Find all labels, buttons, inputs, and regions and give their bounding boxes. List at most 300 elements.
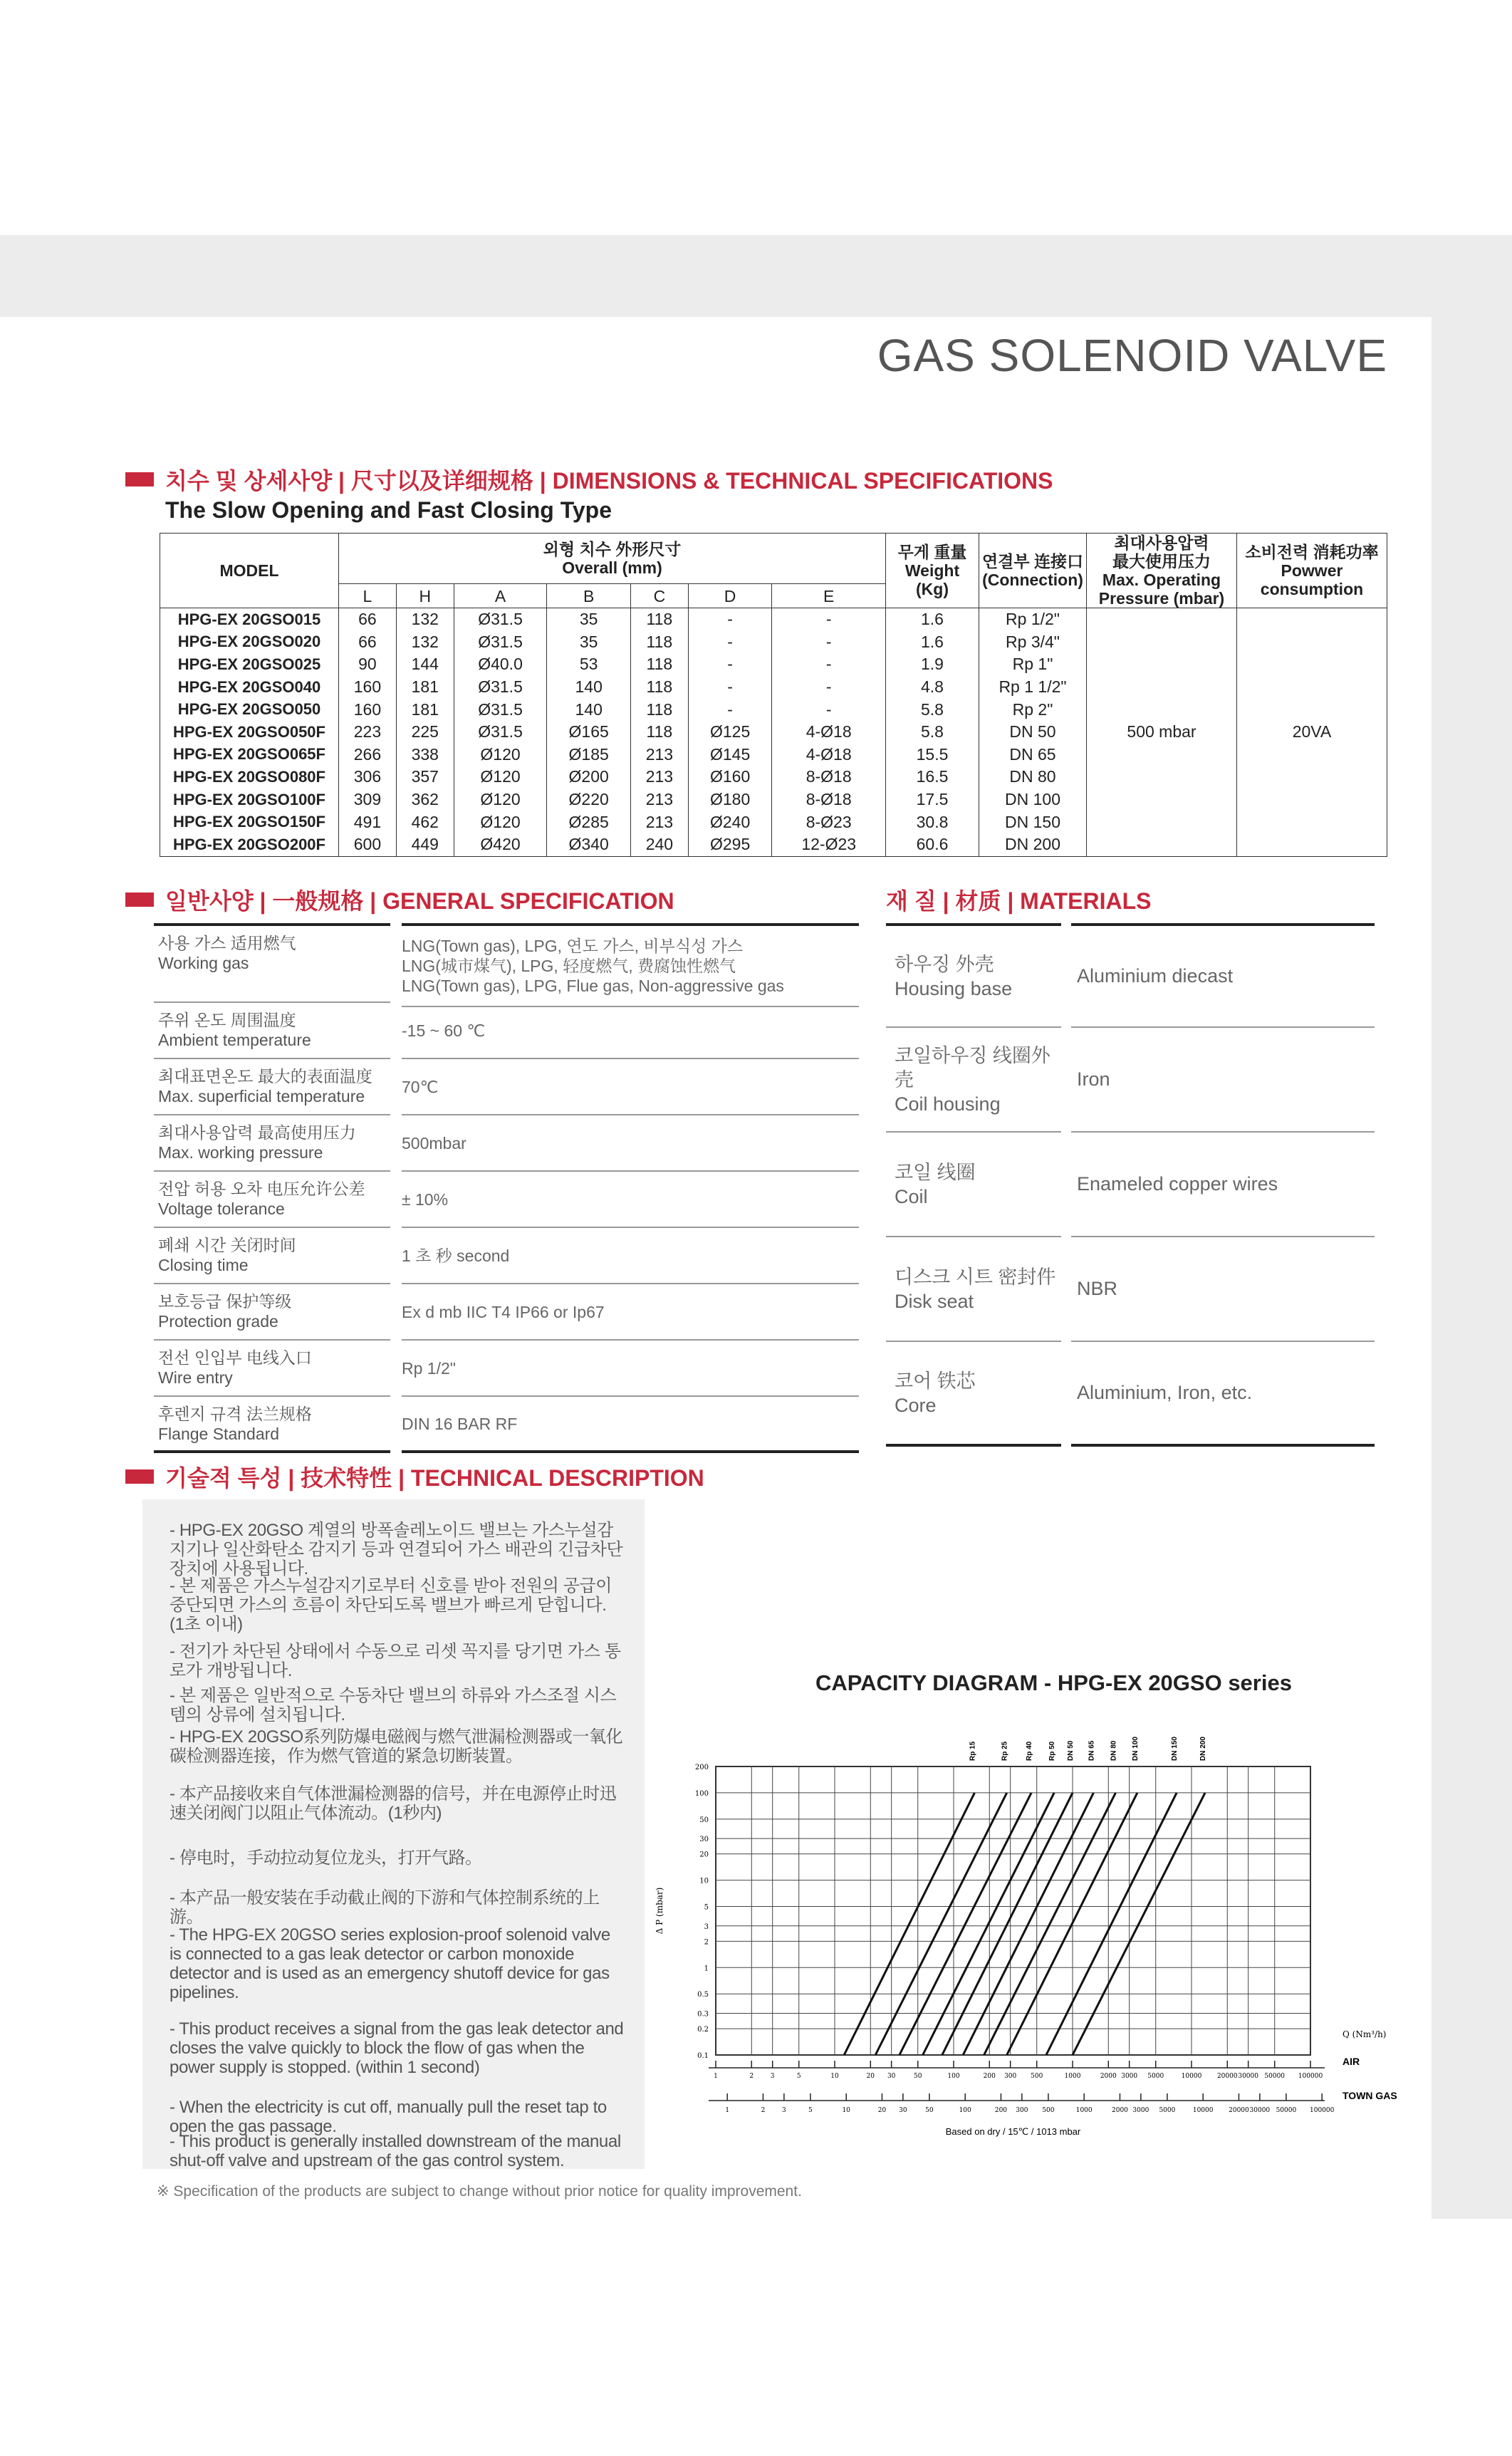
dim-cell-H: 144 (396, 653, 454, 676)
town-tick-label: 30 (899, 2107, 907, 2114)
value-line: LNG(Town gas), LPG, Flue gas, Non-aggressive gas (402, 977, 784, 995)
series-label: DN 65 (1088, 1740, 1096, 1761)
section-technical-text: 기술적 특성 | 技术特性 | TECHNICAL DESCRIPTION (165, 1465, 704, 1491)
label-en: Disk seat (895, 1290, 974, 1312)
weight-cell: 17.5 (886, 789, 979, 811)
section-general-text: 일반사양 | 一般规格 | GENERAL SPECIFICATION (165, 888, 674, 914)
air-tick-label: 3000 (1121, 2073, 1138, 2080)
weight-cell: 4.8 (886, 676, 979, 699)
dim-cell-D: Ø160 (688, 766, 772, 789)
dim-cell-A: Ø31.5 (454, 631, 547, 654)
material-label (886, 923, 1061, 1028)
dim-cell-C: 213 (630, 789, 688, 811)
label-ko: 최대표면온도 最大的表面温度 (158, 1067, 372, 1086)
weight-header-line: Weight (904, 561, 960, 580)
dim-cell-B: 140 (547, 698, 631, 721)
label-en: Core (895, 1394, 937, 1416)
label-ko: 코어 铁芯 (895, 1370, 976, 1392)
dim-cell-A: Ø120 (454, 744, 547, 766)
label-en: Max. superficial temperature (158, 1087, 365, 1105)
connection-header (979, 534, 1087, 608)
general-spec-label (154, 1397, 390, 1453)
town-tick-label: 2000 (1112, 2107, 1128, 2114)
x-axis-label: Q (Nm³/h) (1342, 2029, 1387, 2039)
town-tick-label: 10 (842, 2107, 850, 2114)
type-subtitle: The Slow Opening and Fast Closing Type (165, 497, 612, 523)
dim-cell-L: 66 (339, 608, 397, 631)
dim-cell-D: Ø145 (688, 744, 772, 766)
series-line (984, 1793, 1116, 2055)
dim-cell-H: 362 (396, 789, 454, 811)
label-en: Housing base (895, 977, 1013, 999)
general-spec-row (154, 1228, 859, 1284)
y-axis-label: Δ P (mbar) (655, 1887, 664, 1935)
y-tick-label: 0.2 (697, 2026, 709, 2034)
series-line (1046, 1793, 1177, 2055)
material-label (886, 1342, 1061, 1447)
model-cell: HPG-EX 20GSO050F (160, 721, 339, 744)
label-en: Wire entry (158, 1368, 233, 1387)
label-en: Flange Standard (158, 1425, 280, 1443)
dim-cell-D: Ø295 (688, 833, 772, 856)
value-line: 500mbar (402, 1133, 466, 1152)
dim-cell-H: 357 (396, 766, 454, 789)
series-line (1007, 1793, 1137, 2055)
general-spec-value (402, 1397, 859, 1453)
connection-cell: DN 150 (979, 811, 1087, 833)
dim-col-A: A (454, 584, 547, 608)
series-line (963, 1793, 1093, 2055)
y-tick-label: 200 (694, 1764, 709, 1771)
dim-cell-B: 35 (547, 608, 631, 631)
air-tick-label: 5 (796, 2073, 801, 2080)
y-tick-label: 0.3 (697, 2010, 709, 2019)
series-label: DN 80 (1110, 1740, 1118, 1761)
y-tick-label: 5 (704, 1903, 709, 1912)
technical-paragraph: - 本产品一般安装在手动截止阀的下游和气体控制系统的上游。 (170, 1888, 600, 1927)
table-row (160, 608, 1387, 631)
section-marker (125, 472, 154, 486)
town-tick-label: 50 (925, 2107, 934, 2114)
dim-cell-B: Ø285 (547, 811, 631, 833)
series-line (923, 1793, 1054, 2055)
dim-cell-A: Ø120 (454, 811, 547, 833)
label-ko: 후렌지 규격 法兰规格 (158, 1405, 312, 1423)
material-value: Aluminium diecast (1071, 923, 1375, 1028)
dim-cell-B: Ø200 (547, 766, 631, 789)
dim-cell-L: 600 (339, 833, 397, 856)
general-spec-row (154, 1003, 859, 1059)
technical-paragraph: - When the electricity is cut off, manually pull the reset tap to open the gas passage. (170, 2098, 607, 2136)
town-tick-label: 3000 (1132, 2107, 1149, 2114)
general-spec-label (154, 1341, 390, 1397)
town-tick-label: 200 (994, 2107, 1008, 2114)
material-row (886, 1342, 1375, 1447)
technical-paragraph: - 停电时，手动拉动复位龙头，打开气路。 (170, 1848, 482, 1868)
pressure-header-line: 最大使用压力 (1112, 552, 1211, 571)
technical-paragraph: - 전기가 차단된 상태에서 수동으로 리셋 꼭지를 당기면 가스 통로가 개방됩니다. (170, 1642, 621, 1680)
air-tick-label: 100000 (1298, 2073, 1323, 2080)
air-tick-label: 500 (1031, 2073, 1043, 2080)
series-line (942, 1793, 1073, 2055)
value-line: ± 10% (402, 1190, 449, 1209)
general-spec-label (154, 923, 390, 1003)
technical-paragraph: - This product is generally installed downstream of the manual shut-off valve and upstream of the gas control system. (170, 2132, 621, 2170)
air-tick-label: 20000 (1216, 2073, 1238, 2080)
dim-cell-D: - (688, 631, 772, 654)
town-tick-label: 30000 (1249, 2107, 1271, 2114)
dim-col-H: H (396, 584, 454, 608)
dim-cell-H: 181 (396, 676, 454, 699)
model-cell: HPG-EX 20GSO040 (160, 676, 339, 699)
air-tick-label: 100 (947, 2073, 960, 2080)
label-en: Max. working pressure (158, 1143, 323, 1162)
air-tick-label: 300 (1004, 2073, 1017, 2080)
dim-cell-H: 132 (396, 631, 454, 654)
technical-paragraph: - 본 제품은 일반적으로 수동차단 밸브의 하류와 가스조절 시스템의 상류에 설치됩니다. (170, 1686, 617, 1724)
dim-cell-A: Ø120 (454, 766, 547, 789)
label-ko: 하우징 外壳 (895, 953, 994, 975)
weight-cell: 5.8 (886, 721, 979, 744)
pressure-header-line: Pressure (mbar) (1098, 589, 1225, 608)
dim-cell-E: - (772, 676, 886, 699)
dim-cell-A: Ø40.0 (454, 653, 547, 676)
town-scale-label: TOWN GAS (1342, 2090, 1397, 2101)
value-line: LNG(城市煤气), LPG, 轻度燃气, 费腐蚀性燃气 (402, 957, 736, 975)
material-value: Aluminium, Iron, etc. (1071, 1342, 1375, 1447)
dim-cell-D: - (688, 698, 772, 721)
series-line (875, 1793, 1006, 2055)
air-tick-label: 2000 (1100, 2073, 1117, 2080)
material-label (886, 1237, 1061, 1342)
dim-cell-L: 491 (339, 811, 397, 833)
dim-cell-E: 4-Ø18 (772, 744, 886, 766)
value-line: DIN 16 BAR RF (402, 1414, 518, 1433)
technical-paragraph: - This product receives a signal from the gas leak detector and closes the valve quickly to block the flow of gas when the power supply is stopped. (within 1 second) (170, 2019, 624, 2077)
weight-header-line: (Kg) (916, 580, 949, 598)
dim-cell-B: Ø220 (547, 789, 631, 811)
dim-cell-L: 223 (339, 721, 397, 744)
label-ko: 보호등급 保护等级 (158, 1292, 292, 1311)
dim-cell-B: 35 (547, 631, 631, 654)
town-tick-label: 2 (761, 2107, 766, 2114)
material-row (886, 1237, 1375, 1342)
town-tick-label: 1000 (1075, 2107, 1093, 2114)
label-ko: 전압 허용 오차 电压允许公差 (158, 1180, 365, 1198)
connection-cell: DN 200 (979, 833, 1087, 856)
dim-cell-C: 213 (630, 766, 688, 789)
town-tick-label: 100 (959, 2107, 971, 2114)
series-label: DN 100 (1131, 1737, 1140, 1761)
power-header-line: Powwer (1281, 561, 1343, 580)
label-en: Protection grade (158, 1312, 278, 1331)
dim-cell-E: - (772, 631, 886, 654)
weight-cell: 60.6 (886, 833, 979, 856)
page-title: GAS SOLENOID VALVE (877, 330, 1387, 381)
y-tick-label: 100 (694, 1789, 709, 1798)
y-tick-label: 3 (704, 1922, 709, 1931)
general-spec-value (402, 1059, 859, 1115)
label-ko: 코일 线圈 (895, 1161, 976, 1183)
material-row (886, 1028, 1375, 1133)
technical-paragraph: - 본 제품은 가스누설감지기로부터 신호를 받아 전원의 공급이 중단되면 가스의 흐름이 차단되도록 밸브가 빠르게 닫힙니다. (1초 이내) (170, 1576, 612, 1634)
value-line: LNG(Town gas), LPG, 연도 가스, 비부식성 가스 (402, 937, 744, 955)
label-en: Coil (895, 1185, 928, 1207)
dim-cell-E: 8-Ø18 (772, 766, 886, 789)
model-cell: HPG-EX 20GSO100F (160, 789, 339, 811)
material-row (886, 923, 1375, 1028)
general-spec-value (402, 1115, 859, 1172)
dim-cell-E: 12-Ø23 (772, 833, 886, 856)
series-label: Rp 25 (1001, 1741, 1009, 1761)
general-spec-label (154, 1284, 390, 1341)
model-cell: HPG-EX 20GSO150F (160, 811, 339, 833)
connection-cell: DN 100 (979, 789, 1087, 811)
label-ko: 코일하우징 线圈外壳 (895, 1044, 1050, 1091)
model-cell: HPG-EX 20GSO065F (160, 744, 339, 766)
capacity-diagram (641, 1710, 1439, 2165)
dim-col-C: C (630, 584, 688, 608)
label-en: Working gas (158, 954, 249, 972)
dim-cell-L: 90 (339, 653, 397, 676)
air-tick-label: 1 (714, 2073, 718, 2080)
y-tick-label: 10 (699, 1877, 709, 1885)
town-tick-label: 5 (808, 2107, 813, 2114)
section-dimensions-text: 치수 및 상세사양 | 尺寸以及详细规格 | DIMENSIONS & TECHNICAL SPECIFICATIONS (165, 468, 1053, 494)
label-ko: 최대사용압력 最高使用压力 (158, 1123, 356, 1142)
series-label: DN 150 (1171, 1737, 1179, 1761)
dim-cell-E: - (772, 608, 886, 631)
dim-cell-L: 266 (339, 744, 397, 766)
y-tick-label: 0.1 (697, 2052, 709, 2060)
general-spec-value (402, 1003, 859, 1059)
dim-cell-L: 306 (339, 766, 397, 789)
dim-cell-L: 66 (339, 631, 397, 654)
dim-cell-A: Ø31.5 (454, 608, 547, 631)
dim-cell-A: Ø31.5 (454, 721, 547, 744)
town-tick-label: 1 (725, 2107, 730, 2114)
dim-cell-B: 53 (547, 653, 631, 676)
section-marker (125, 1469, 154, 1484)
section-marker (125, 893, 154, 907)
general-spec-value (402, 923, 859, 1007)
dim-cell-C: 118 (630, 721, 688, 744)
model-cell: HPG-EX 20GSO020 (160, 631, 339, 654)
series-label: DN 50 (1067, 1740, 1075, 1761)
dim-cell-D: Ø125 (688, 721, 772, 744)
town-tick-label: 20 (877, 2107, 887, 2114)
material-label (886, 1028, 1061, 1133)
connection-header-line: (Connection) (982, 571, 1083, 589)
label-en: Closing time (158, 1256, 249, 1274)
technical-paragraph: - The HPG-EX 20GSO series explosion-proof solenoid valve is connected to a gas leak detector or carbon monoxide detector and is used as an emergency shutoff device for gas pipelines. (170, 1925, 610, 2002)
dim-col-D: D (688, 584, 772, 608)
dim-col-L: L (339, 584, 397, 608)
dim-cell-L: 309 (339, 789, 397, 811)
series-line (900, 1793, 1031, 2055)
dimensions-table (160, 533, 1387, 857)
section-materials-heading (886, 883, 1151, 916)
pressure-header-line: Max. Operating (1102, 571, 1221, 589)
y-tick-label: 1 (704, 1965, 709, 1973)
weight-cell: 1.9 (886, 653, 979, 676)
general-spec-value (402, 1228, 859, 1284)
air-tick-label: 20 (866, 2073, 875, 2080)
weight-cell: 30.8 (886, 811, 979, 833)
footnote: ※ Specification of the products are subject to change without prior notice for quality improvement. (157, 2183, 802, 2200)
overall-header-en: Overall (mm) (562, 558, 662, 578)
dim-cell-C: 213 (630, 811, 688, 833)
capacity-diagram-title: CAPACITY DIAGRAM - HPG-EX 20GSO series (815, 1670, 1292, 1695)
air-tick-label: 3 (770, 2073, 775, 2080)
air-tick-label: 200 (983, 2073, 996, 2080)
series-line (844, 1793, 974, 2055)
y-tick-label: 0.5 (697, 1991, 709, 1999)
general-spec-value (402, 1284, 859, 1341)
general-spec-row (154, 1341, 859, 1397)
materials-list (886, 923, 1375, 1447)
air-tick-label: 30000 (1238, 2073, 1258, 2080)
connection-cell: Rp 1" (979, 653, 1087, 676)
overall-header (339, 534, 886, 584)
top-gray-band (0, 235, 1512, 317)
dim-cell-B: Ø185 (547, 744, 631, 766)
dim-cell-H: 132 (396, 608, 454, 631)
town-tick-label: 20000 (1229, 2107, 1249, 2114)
technical-paragraph: - HPG-EX 20GSO 계열의 방폭솔레노이드 밸브는 가스누설감지기나 일산화탄소 감지기 등과 연결되어 가스 배관의 긴급차단 장치에 사용됩니다. (170, 1521, 623, 1578)
general-spec-label (154, 1003, 390, 1059)
dim-cell-E: - (772, 698, 886, 721)
pressure-header-line: 최대사용압력 (1114, 534, 1209, 552)
general-spec-label (154, 1115, 390, 1172)
y-tick-label: 50 (699, 1816, 709, 1824)
dim-cell-C: 118 (630, 608, 688, 631)
weight-cell: 5.8 (886, 698, 979, 721)
connection-cell: Rp 3/4" (979, 631, 1087, 654)
power-header-line: 소비전력 消耗功率 (1245, 543, 1379, 561)
model-header: MODEL (160, 534, 339, 608)
power-cell: 20VA (1237, 608, 1387, 857)
label-en: Voltage tolerance (158, 1200, 285, 1218)
label-ko: 전선 인입부 电线入口 (158, 1348, 312, 1367)
value-line: Rp 1/2" (402, 1358, 456, 1378)
y-tick-label: 30 (699, 1836, 709, 1844)
general-spec-label (154, 1059, 390, 1115)
dim-col-E: E (772, 584, 886, 608)
dim-cell-D: Ø240 (688, 811, 772, 833)
dim-cell-H: 181 (396, 698, 454, 721)
y-tick-label: 20 (699, 1851, 709, 1859)
dim-col-B: B (547, 584, 631, 608)
series-label: Rp 50 (1048, 1741, 1057, 1761)
technical-description-box (142, 1499, 645, 2169)
general-spec-row (154, 923, 859, 1003)
label-en: Ambient temperature (158, 1031, 311, 1049)
y-tick-label: 2 (704, 1938, 709, 1947)
series-label: DN 200 (1199, 1737, 1208, 1761)
section-technical-heading (125, 1460, 704, 1493)
technical-paragraph: - 本产品接收来自气体泄漏检测器的信号，并在电源停止时迅速关闭阀门以阻止气体流动。(1秒内) (170, 1784, 617, 1823)
dim-cell-D: Ø180 (688, 789, 772, 811)
connection-header-line: 연결부 连接口 (981, 552, 1084, 571)
town-tick-label: 500 (1042, 2107, 1055, 2114)
model-cell: HPG-EX 20GSO025 (160, 653, 339, 676)
town-tick-label: 300 (1016, 2107, 1028, 2114)
town-tick-label: 100000 (1310, 2107, 1335, 2114)
material-value: Iron (1071, 1028, 1375, 1133)
weight-cell: 1.6 (886, 631, 979, 654)
town-tick-label: 10000 (1192, 2107, 1214, 2114)
air-tick-label: 2 (749, 2073, 754, 2080)
dim-cell-A: Ø420 (454, 833, 547, 856)
dim-cell-C: 118 (630, 653, 688, 676)
air-tick-label: 30 (887, 2073, 896, 2080)
general-spec-value (402, 1341, 859, 1397)
model-cell: HPG-EX 20GSO080F (160, 766, 339, 789)
air-tick-label: 5000 (1147, 2073, 1164, 2080)
dim-cell-B: 140 (547, 676, 631, 699)
section-dimensions-heading (125, 463, 1053, 496)
general-spec-list (154, 923, 859, 1453)
dim-cell-H: 449 (396, 833, 454, 856)
dim-cell-E: - (772, 653, 886, 676)
dim-cell-D: - (688, 676, 772, 699)
model-cell: HPG-EX 20GSO200F (160, 833, 339, 856)
overall-header-ko: 외형 치수 外形尺寸 (543, 540, 682, 559)
town-tick-label: 5000 (1159, 2107, 1176, 2114)
dim-cell-D: - (688, 653, 772, 676)
dimensions-table-body (160, 608, 1387, 857)
value-line: 70℃ (402, 1077, 439, 1096)
air-tick-label: 1000 (1064, 2073, 1081, 2080)
connection-cell: Rp 1 1/2" (979, 676, 1087, 699)
power-header (1237, 534, 1387, 608)
dim-cell-B: Ø165 (547, 721, 631, 744)
material-label (886, 1133, 1061, 1237)
dim-cell-L: 160 (339, 698, 397, 721)
model-cell: HPG-EX 20GSO015 (160, 608, 339, 631)
technical-paragraph: - HPG-EX 20GSO系列防爆电磁阀与燃气泄漏检测器或一氧化碳检测器连接，作为燃气管道的紧急切断装置。 (170, 1727, 623, 1766)
dim-cell-C: 240 (630, 833, 688, 856)
general-spec-row (154, 1115, 859, 1172)
dim-cell-E: 8-Ø23 (772, 811, 886, 833)
weight-cell: 1.6 (886, 608, 979, 631)
dim-cell-H: 225 (396, 721, 454, 744)
series-label: Rp 15 (969, 1741, 977, 1761)
power-header-line: consumption (1260, 580, 1364, 598)
dim-cell-A: Ø120 (454, 789, 547, 811)
town-tick-label: 3 (781, 2107, 786, 2114)
weight-cell: 16.5 (886, 766, 979, 789)
dim-cell-B: Ø340 (547, 833, 631, 856)
dim-cell-H: 462 (396, 811, 454, 833)
value-line: -15 ~ 60 ℃ (402, 1021, 486, 1040)
general-spec-row (154, 1284, 859, 1341)
dim-cell-C: 118 (630, 698, 688, 721)
chart-note: Based on dry / 15℃ / 1013 mbar (945, 2126, 1081, 2137)
value-line: 1 초 秒 second (402, 1246, 510, 1265)
dim-cell-E: 4-Ø18 (772, 721, 886, 744)
connection-cell: DN 65 (979, 744, 1087, 766)
material-value: NBR (1071, 1237, 1375, 1342)
label-ko: 폐쇄 시간 关闭时间 (158, 1236, 296, 1254)
connection-cell: DN 50 (979, 721, 1087, 744)
label-ko: 주위 온도 周围温度 (158, 1011, 296, 1029)
value-line: Ex d mb IIC T4 IP66 or Ip67 (402, 1302, 605, 1321)
air-scale-label: AIR (1342, 2056, 1360, 2067)
dim-cell-A: Ø31.5 (454, 676, 547, 699)
model-cell: HPG-EX 20GSO050 (160, 698, 339, 721)
